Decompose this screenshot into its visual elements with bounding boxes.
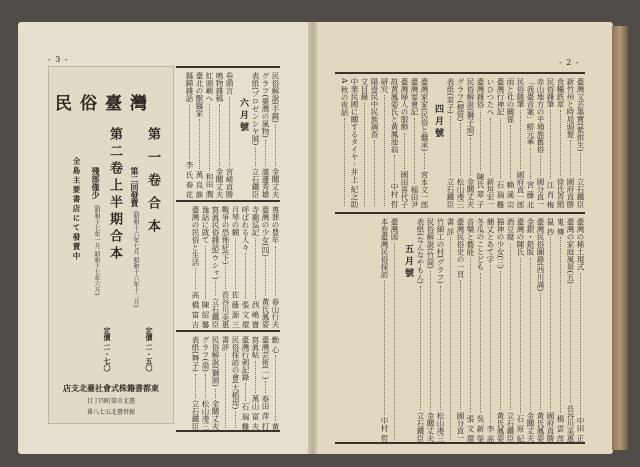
leader-dots — [485, 118, 491, 177]
index-entry — [190, 206, 200, 328]
entry-author: 江 肖 梅 — [546, 180, 555, 208]
index-entry — [465, 78, 475, 208]
entry-author: 楊 雲 萍 — [556, 414, 565, 442]
index-entry — [220, 206, 230, 328]
leader-dots — [210, 389, 216, 398]
entry-title: 民俗解說(竹筒) — [426, 218, 435, 269]
entry-title: 酒豆腐 — [506, 218, 515, 241]
entry-author: 新垣宏一 — [486, 178, 495, 208]
leader-dots — [220, 266, 226, 288]
index-entry — [204, 72, 214, 198]
index-entry — [184, 72, 194, 198]
account: 振替臺北五七八番 — [86, 409, 135, 416]
entry-title: 新竹州と時局頭髮 — [566, 78, 575, 138]
index-april — [335, 72, 585, 208]
entry-author: 石 瑞 難 — [496, 180, 505, 208]
leader-dots — [379, 280, 385, 415]
entry-author: 石 原 紀 — [516, 414, 525, 442]
index-entry — [545, 78, 555, 208]
index-entry — [525, 218, 535, 442]
entry-title: 冬瓜のことども — [476, 218, 485, 271]
entry-title: 民俗解說(獅子頭) — [466, 78, 475, 137]
entry-author: 國分直一 — [456, 412, 465, 442]
leader-dots — [525, 148, 531, 179]
index-entry — [575, 78, 585, 208]
entry-title: 書評 — [221, 336, 230, 351]
index-entry — [565, 218, 575, 442]
entry-author: 金關丈夫 — [211, 400, 220, 430]
entry-title: 臺北の獸醫家 — [195, 72, 204, 117]
entry-title: 臺灣婦人の服飾 — [400, 78, 409, 131]
index-entry — [485, 78, 495, 208]
entry-author: 和田 潤 — [205, 173, 214, 198]
leader-dots — [495, 118, 501, 179]
entry-author: 立石鐵臣 — [191, 400, 200, 430]
leader-dots — [250, 147, 256, 166]
entry-author: 國府直勝 — [546, 412, 555, 442]
entry-author: 陳 紹 馨 — [201, 300, 210, 328]
index-entry — [445, 218, 455, 442]
index-entry — [475, 218, 485, 442]
index-entry — [224, 72, 234, 198]
index-entry — [505, 78, 515, 208]
entry-title: 簡丈とあて字 — [486, 218, 495, 263]
leader-dots — [535, 293, 541, 410]
entry-title: A 秋の夜話 — [340, 78, 349, 116]
entry-title: 金銀・鉛版 — [526, 218, 535, 256]
index-entry — [379, 78, 389, 208]
index-entry — [535, 78, 545, 208]
entry-author: 春田 萍 打 — [261, 395, 270, 430]
entry-title: 陽壹民中民族調查 — [370, 78, 379, 138]
index-entry — [359, 78, 369, 208]
entry-title: 民俗解說(手鏡) — [271, 72, 280, 123]
index-entry — [230, 336, 240, 430]
entry-author: 國分直一 — [536, 178, 545, 208]
leader-dots — [270, 246, 276, 297]
entry-author: 立石鐵臣 — [251, 168, 260, 198]
entry-title: 戰爭の恐怖症(下) — [221, 206, 230, 265]
leader-dots — [240, 383, 246, 401]
entry-author: 立石鐵臣 — [446, 178, 455, 208]
index-lower — [176, 200, 280, 328]
entry-title: 臺灣芸術(一) — [261, 336, 270, 380]
entry-title: 月琴の糊 — [231, 206, 240, 236]
index-entry — [240, 206, 250, 328]
entry-title: グラフ(扇) — [201, 336, 210, 372]
vol2-label: 第二卷上半期合本 — [107, 127, 122, 263]
entry-title: 臺灣民俗史の一頁 — [456, 218, 465, 278]
leader-dots — [455, 280, 461, 410]
entry-author: 陳氏 翠 子 — [476, 173, 485, 208]
entry-title: 音樂と藝能 — [466, 218, 475, 256]
leader-dots — [184, 104, 190, 159]
index-may — [335, 212, 585, 444]
entry-title: 臺灣宴會記 — [410, 78, 419, 116]
leader-dots — [270, 355, 276, 420]
leader-dots — [214, 104, 220, 166]
leader-dots — [250, 238, 256, 299]
entry-author: 立石鐵臣 — [211, 298, 220, 328]
leader-dots — [379, 95, 385, 206]
index-entry — [250, 336, 260, 430]
page-edges — [612, 26, 628, 450]
entry-author: 萬 良 龍 — [195, 170, 204, 198]
leader-dots — [505, 125, 511, 179]
index-june — [176, 66, 280, 198]
entry-title: 喪葬の豊年 — [271, 206, 280, 244]
index-entry — [270, 336, 280, 430]
index-entry — [270, 72, 280, 198]
index-entry — [194, 72, 204, 198]
entry-author: 濱邊秀雄 — [261, 168, 270, 198]
entry-author: 張 文 環 — [466, 414, 475, 442]
entry-author: 長谷川美惠 — [566, 404, 575, 442]
leader-dots — [515, 258, 521, 413]
entry-title: 表紙(窓子) — [446, 78, 455, 114]
entry-author: 立石鐵臣 — [416, 412, 425, 442]
entry-title: 勤 心 — [271, 336, 280, 354]
page-number: - 3 - — [48, 55, 69, 64]
entry-title: 民俗採訪の會(大稻埕) — [231, 336, 240, 410]
entry-title: 書 評 — [446, 218, 455, 236]
leader-dots — [190, 268, 196, 289]
entry-title: 鳴物雜稿 — [215, 72, 224, 102]
leader-dots — [194, 119, 200, 169]
index-entry — [565, 78, 575, 208]
index-entry — [369, 78, 379, 208]
sales-note: 全島主要書店にて發賣中 — [72, 157, 81, 262]
index-entry — [260, 336, 270, 430]
entry-author: 松山虔三 — [201, 400, 210, 430]
issue-heading: 六月號 — [238, 98, 248, 134]
index-entry — [419, 78, 429, 208]
entry-title: 民俗解說(獅頭) — [211, 336, 220, 387]
publisher: 東都書籍株式會社臺北支店 — [63, 383, 159, 393]
leader-dots — [230, 238, 236, 289]
leader-dots — [409, 118, 415, 184]
leader-dots — [349, 163, 355, 167]
leader-dots — [475, 273, 481, 413]
entry-title: 雨と社の關係 — [506, 78, 515, 123]
entry-author: 松山虔三 — [456, 178, 465, 208]
index-entry — [379, 218, 389, 442]
vol1-label: 第一卷合本 — [145, 127, 160, 242]
leader-dots — [260, 140, 266, 166]
entry-title: 鬼 傳 — [556, 218, 565, 236]
magazine-title: 民俗臺灣 — [55, 94, 155, 114]
entry-title: 赤山地方の平埔族舊俗 — [536, 78, 545, 153]
entry-title: 臺灣行刺記錄 — [241, 336, 250, 381]
entry-author: 金關丈夫 — [426, 412, 435, 442]
index-entry — [349, 78, 359, 208]
entry-author: 石 瑞 難 — [241, 402, 250, 430]
leader-dots — [224, 97, 230, 167]
leader-dots — [535, 155, 541, 176]
index-entry — [339, 78, 349, 208]
index-entry — [425, 218, 435, 442]
leader-dots — [555, 237, 561, 412]
index-entry — [399, 78, 409, 208]
address: 臺北市榮町四丁目 — [86, 398, 135, 405]
entry-author: 國田喜代子 — [400, 170, 409, 208]
leader-dots — [415, 286, 421, 410]
vol2-note: 殘部僅少 — [91, 167, 101, 199]
issue-heading: 五月號 — [403, 244, 413, 280]
entry-title: 「我臺音案」鮮元華 — [526, 78, 535, 146]
entry-author: 中田 正 — [576, 417, 585, 442]
leader-dots — [555, 110, 561, 176]
entry-title: 食糧鉄章 — [556, 78, 565, 108]
leader-dots — [425, 271, 431, 410]
leader-dots — [565, 286, 571, 403]
leader-dots — [455, 123, 461, 176]
entry-title: 臺灣家家(民俗と繼承) — [420, 78, 429, 152]
entry-title: 民俗隨筆 — [516, 78, 525, 108]
index-entry — [515, 218, 525, 442]
entry-author: 吳 新 榮 — [476, 414, 485, 442]
entry-author: 李 高 — [486, 424, 495, 442]
index-entry — [535, 218, 545, 442]
entry-author: 萬山 富 夫 — [251, 395, 260, 430]
entry-author: 賴 溪 宗 — [506, 180, 515, 208]
entry-author: 中村 哲 — [390, 183, 399, 208]
index-entry — [515, 78, 525, 208]
index-entry — [455, 78, 465, 208]
index-entry — [495, 78, 505, 208]
index-entry — [210, 336, 220, 430]
vol1-price: 定價 二・五〇 — [145, 327, 154, 372]
leader-dots — [465, 138, 471, 176]
entry-author: 宮 藤 北 — [526, 180, 535, 208]
leader-dots — [565, 140, 571, 176]
leader-dots — [485, 265, 491, 423]
index-entry — [240, 336, 250, 430]
entry-author: 金關丈夫 — [526, 412, 535, 442]
index-entry — [389, 78, 399, 208]
entry-author: 國府直勝 — [566, 178, 575, 208]
entry-author: 中村 哲 — [380, 417, 389, 442]
vol1-range: (昭和十六年七月 昭和十六年十二月) — [132, 211, 139, 308]
entry-title: 本卷臺灣民俗採訪 — [380, 218, 389, 278]
entry-title: 文目錄 — [360, 78, 369, 101]
index-entry — [555, 78, 565, 208]
entry-author: 金關丈夫 — [466, 178, 475, 208]
entry-author: 張 文 環 — [241, 300, 250, 328]
index-entry — [575, 218, 585, 442]
leader-dots — [575, 153, 581, 176]
leader-dots — [200, 374, 206, 398]
entry-author: 高 橋 富 吉 — [191, 290, 200, 328]
entry-title: 臺灣の陳氏 — [516, 218, 525, 256]
leader-dots — [495, 271, 501, 410]
entry-title: グラフ(煙管) — [456, 78, 465, 122]
index-entry — [220, 336, 230, 430]
entry-title: 竹細工の村(グラフ) — [436, 218, 445, 284]
leader-dots — [260, 381, 266, 393]
entry-title: 紅頭嶼へ — [205, 72, 214, 102]
index-entry — [409, 78, 419, 208]
vol1-note: 第二回發賣 — [130, 167, 140, 207]
leader-dots — [475, 110, 481, 171]
leader-dots — [545, 110, 551, 179]
entry-author: 黃氏鳳姿 — [536, 412, 545, 442]
entry-title: 表紙(なんなやもん) — [416, 218, 425, 284]
index-entry — [190, 336, 200, 430]
index-entry — [525, 78, 535, 208]
index-entry — [435, 218, 445, 442]
entry-title: 臺灣の稀土現式 — [576, 218, 585, 271]
entry-title: 臺灣行神記 — [496, 78, 505, 116]
index-entry — [260, 72, 270, 198]
index-entry — [495, 218, 505, 442]
entry-title: いひつたへ — [486, 78, 495, 116]
entry-author: 佐 藤 源 三 — [231, 290, 240, 328]
index-entry — [485, 218, 495, 442]
leader-dots — [359, 103, 365, 207]
entry-author: 西 嶋 寶 — [251, 300, 260, 328]
leader-dots — [445, 116, 451, 176]
entry-title: 猫神の少女(三) — [496, 218, 505, 269]
leader-dots — [200, 246, 206, 299]
index-entry — [260, 206, 270, 328]
leader-dots — [389, 243, 395, 441]
leader-dots — [545, 237, 551, 410]
entry-title: 臺灣図 — [390, 218, 399, 241]
entry-author: 稲田尹 — [410, 185, 419, 208]
index-entry — [555, 218, 565, 442]
leader-dots — [270, 125, 276, 166]
entry-title: 臺灣の家庭風景(五) — [566, 218, 575, 284]
index-entry — [445, 78, 455, 208]
entry-title: 研究 — [380, 78, 389, 93]
issue-heading: 四月號 — [433, 104, 443, 140]
entry-title: 中華民國に關するタイヤ — [350, 78, 359, 161]
right-page — [313, 22, 613, 454]
entry-title: 臺灣雜俗 — [476, 78, 485, 108]
leader-dots — [369, 140, 375, 206]
entry-title: 寫眞民俗雜話(ウシャ) — [211, 206, 220, 280]
leader-dots — [465, 258, 471, 413]
index-entry — [465, 218, 475, 442]
leader-dots — [525, 258, 531, 411]
entry-title: 臺灣の民俗と生活 — [191, 206, 200, 266]
entry-author: 徐氏青絹 — [556, 178, 565, 208]
entry-title: 逸話に就て — [201, 206, 210, 244]
entry-title: 臺灣の少女(四) — [261, 206, 270, 257]
entry-author: 黃 — [271, 422, 280, 430]
leader-dots — [204, 104, 210, 171]
index-entry — [250, 206, 260, 328]
leader-dots — [339, 118, 345, 206]
entry-author: 立石鐵臣 — [506, 412, 515, 442]
entry-title: 民俗雜筆 — [546, 78, 555, 108]
leader-dots — [575, 273, 581, 416]
entry-title: 鼠 抄 — [546, 218, 555, 236]
entry-title: 卷頭言 — [225, 72, 234, 95]
left-page — [18, 22, 312, 454]
entry-author: 春山行夫 — [271, 298, 280, 328]
index-entry — [200, 336, 210, 430]
index-entry — [415, 218, 425, 442]
index-entry — [455, 218, 465, 442]
entry-author: 長谷川美惠 — [221, 290, 230, 328]
leader-dots — [230, 411, 236, 428]
leader-dots — [389, 155, 395, 181]
index-lower-2 — [176, 330, 280, 432]
entry-title: 縣歸雜話 — [185, 72, 194, 102]
entry-author: 松山虔三 — [436, 412, 445, 442]
entry-title: 故黄鳳姿氏と黄鳳池翁 — [390, 78, 399, 153]
entry-author: 宮本文一郎 — [420, 170, 429, 208]
leader-dots — [515, 110, 521, 169]
book-spine — [308, 22, 318, 454]
entry-title: 寫眞帖 — [251, 336, 260, 359]
entry-title: 表紙(プロゼンシヤ賊) — [251, 72, 260, 146]
entry-author: 宮崎直勝 — [225, 168, 234, 198]
index-entry — [200, 206, 210, 328]
index-entry — [230, 206, 240, 328]
entry-author: 黃氏鳳姿 — [261, 298, 270, 328]
leader-dots — [419, 153, 425, 168]
leader-dots — [250, 361, 256, 394]
leader-dots — [190, 374, 196, 398]
leader-dots — [445, 237, 451, 440]
index-entry — [214, 72, 224, 198]
entry-title: 寺廟巡記 — [251, 206, 260, 236]
index-entry — [475, 78, 485, 208]
vol2-range: (昭和十七年一月 昭和十七年六月) — [93, 205, 100, 296]
index-entry — [389, 218, 399, 442]
leader-dots — [220, 353, 226, 428]
advertisement-box — [48, 66, 174, 424]
entry-author: 金關丈夫 — [215, 168, 224, 198]
leader-dots — [240, 253, 246, 299]
entry-author: 井上 紀之助 — [350, 168, 359, 208]
index-entry — [505, 218, 515, 442]
entry-title: 呼ばれる人々 — [241, 206, 250, 251]
entry-author: 黃氏鳳姿 — [496, 412, 505, 442]
entry-title: 臺灣文芸墨寶(紫紺生) — [576, 78, 585, 152]
entry-author: 國府直一郎 — [516, 170, 525, 208]
entry-title: 表紙(舞子) — [191, 336, 200, 372]
leader-dots — [260, 259, 266, 296]
entry-title: 臺灣民俗圖錄(西川満) — [536, 218, 545, 292]
entry-title: グラフ(臺灣の風物) — [261, 72, 270, 138]
index-entry — [210, 206, 220, 328]
index-entry — [270, 206, 280, 328]
page-number: - 2 - — [559, 58, 580, 67]
index-entry — [545, 218, 555, 442]
index-entry — [250, 72, 260, 198]
entry-author: 李 氏 春 花 — [185, 160, 194, 198]
leader-dots — [399, 133, 405, 169]
entry-author: 金關丈夫 — [271, 168, 280, 198]
leader-dots — [505, 243, 511, 411]
leader-dots — [435, 286, 441, 410]
entry-author: 立石鐵臣 — [576, 178, 585, 208]
vol2-price: 定價 二・七〇 — [103, 327, 112, 372]
leader-dots — [210, 281, 216, 296]
